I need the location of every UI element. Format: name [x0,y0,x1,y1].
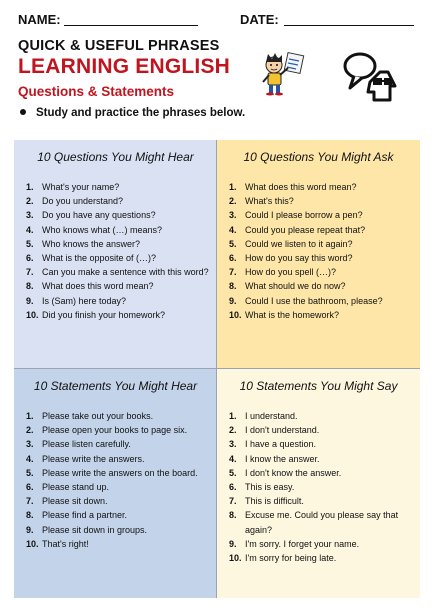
name-date-line [18,10,418,32]
item-text: Please listen carefully. [42,439,131,450]
list-item [229,409,420,423]
panel-questions-ask [217,140,420,369]
phrase-list [14,409,223,551]
item-number: 7. [26,496,34,507]
item-text: This is easy. [245,482,295,493]
list-item [26,223,217,237]
list-item [229,494,420,508]
list-item [229,194,420,208]
vertical-divider [216,140,217,598]
list-item [229,551,420,565]
item-number: 3. [26,210,34,221]
item-number: 5. [26,238,34,249]
list-item [26,437,217,451]
item-text: Could we listen to it again? [245,238,353,249]
item-number: 10. [229,309,242,320]
phrase-list [217,180,426,322]
date-blank[interactable] [284,25,414,26]
item-number: 9. [26,524,34,535]
name-label: NAME: [18,12,61,27]
panel-heading: 10 Statements You Might Hear [33,379,198,393]
item-text: Excuse me. Could you please say that again? [245,510,399,535]
list-item [229,208,420,222]
list-item [26,466,217,480]
name-blank[interactable] [64,25,198,26]
item-number: 8. [229,281,237,292]
item-text: What is the homework? [245,309,340,320]
item-number: 3. [26,439,34,450]
item-number: 9. [229,295,237,306]
list-item [229,251,420,265]
date-label: DATE: [240,12,279,27]
list-item [229,237,420,251]
item-text: What does this word mean? [42,281,154,292]
item-text: Who knows what (…) means? [42,224,163,235]
item-text: I don't understand. [245,425,320,436]
list-item [26,508,217,522]
list-item [229,423,420,437]
list-item [229,180,420,194]
list-item [26,180,217,194]
item-number: 1. [229,182,237,192]
list-item [229,452,420,466]
list-item [26,208,217,222]
title-line-2: LEARNING ENGLISH [18,55,231,78]
horizontal-divider [14,368,420,369]
panel-statements-hear [14,369,217,598]
item-number: 8. [26,510,34,521]
item-number: 7. [26,267,34,278]
item-number: 7. [229,496,237,507]
item-text: What's this? [245,196,294,207]
item-number: 4. [229,224,237,235]
list-item [26,251,217,265]
item-number: 2. [26,196,34,207]
list-item [229,466,420,480]
item-text: Please find a partner. [42,510,128,521]
item-text: Who knows the answer? [42,238,141,249]
title-line-3: Questions & Statements [18,84,175,99]
item-number: 8. [229,510,237,521]
item-number: 5. [229,238,237,249]
item-text: What's your name? [42,182,120,192]
list-item [26,294,217,308]
item-text: Could you please repeat that? [245,224,366,235]
phrase-grid [14,140,420,598]
item-text: Could I use the bathroom, please? [245,295,383,306]
item-number: 7. [229,267,237,278]
item-number: 10. [26,538,39,549]
phrase-list [217,409,426,565]
list-item [229,437,420,451]
list-item [229,480,420,494]
list-item [229,308,420,322]
item-text: Please write the answers. [42,453,145,464]
speech-bubble-icon [340,48,400,108]
title-line-1: QUICK & USEFUL PHRASES [18,38,220,54]
item-number: 1. [26,182,34,192]
item-number: 6. [26,482,34,493]
item-number: 3. [229,439,237,450]
item-number: 2. [229,196,237,207]
item-text: I know the answer. [245,453,320,464]
item-number: 9. [229,538,237,549]
item-text: I understand. [245,411,298,421]
item-number: 10. [229,553,242,564]
item-text: Please sit down in groups. [42,524,148,535]
item-text: This is difficult. [245,496,304,507]
item-text: Can you make a sentence with this word? [42,267,209,278]
list-item [26,537,217,551]
item-text: Please open your books to page six. [42,425,188,436]
item-text: I'm sorry for being late. [245,553,337,564]
item-number: 3. [229,210,237,221]
item-text: Do you have any questions? [42,210,156,221]
item-number: 4. [229,453,237,464]
list-item [26,494,217,508]
item-text: Did you finish your homework? [42,309,166,320]
student-clipart [258,48,308,96]
list-item [26,409,217,423]
item-number: 5. [229,467,237,478]
instruction [18,107,245,119]
item-number: 6. [26,253,34,264]
list-item [229,279,420,293]
item-text: Is (Sam) here today? [42,295,127,306]
item-number: 4. [26,453,34,464]
item-text: What does this word mean? [245,182,357,192]
list-item [26,194,217,208]
instruction-text: Study and practice the phrases below. [36,107,246,119]
list-item [229,294,420,308]
item-text: I don't know the answer. [245,467,342,478]
list-item [26,237,217,251]
list-item [26,480,217,494]
item-text: I'm sorry. I forget your name. [245,538,360,549]
item-text: Please write the answers on the board. [42,467,198,478]
list-item [26,265,217,279]
list-item [26,279,217,293]
item-number: 5. [26,467,34,478]
item-text: Please take out your books. [42,411,154,421]
item-text: I have a question. [245,439,317,450]
item-number: 2. [26,425,34,436]
item-text: Could I please borrow a pen? [245,210,363,221]
item-number: 4. [26,224,34,235]
item-number: 9. [26,295,34,306]
panel-questions-hear [14,140,217,369]
panel-statements-say [217,369,420,598]
item-number: 10. [26,309,39,320]
item-text: Do you understand? [42,196,124,207]
item-number: 2. [229,425,237,436]
item-text: What is the opposite of (…)? [42,253,157,264]
item-number: 1. [229,411,237,421]
item-text: Please sit down. [42,496,108,507]
list-item [26,423,217,437]
list-item [229,537,420,551]
list-item [26,308,217,322]
phrase-list [14,180,223,322]
list-item [26,452,217,466]
list-item [229,265,420,279]
item-number: 8. [26,281,34,292]
item-text: How do you say this word? [245,253,353,264]
panel-heading: 10 Statements You Might Say [239,379,398,393]
bullet-icon [20,109,26,115]
item-text: How do you spell (…)? [245,267,337,278]
item-text: What should we do now? [245,281,346,292]
item-number: 6. [229,482,237,493]
list-item [229,223,420,237]
item-number: 1. [26,411,34,421]
item-number: 6. [229,253,237,264]
list-item [229,508,420,536]
panel-heading: 10 Questions You Might Hear [37,150,194,164]
list-item [26,523,217,537]
item-text: That's right! [42,538,89,549]
panel-heading: 10 Questions You Might Ask [243,150,394,164]
item-text: Please stand up. [42,482,110,493]
